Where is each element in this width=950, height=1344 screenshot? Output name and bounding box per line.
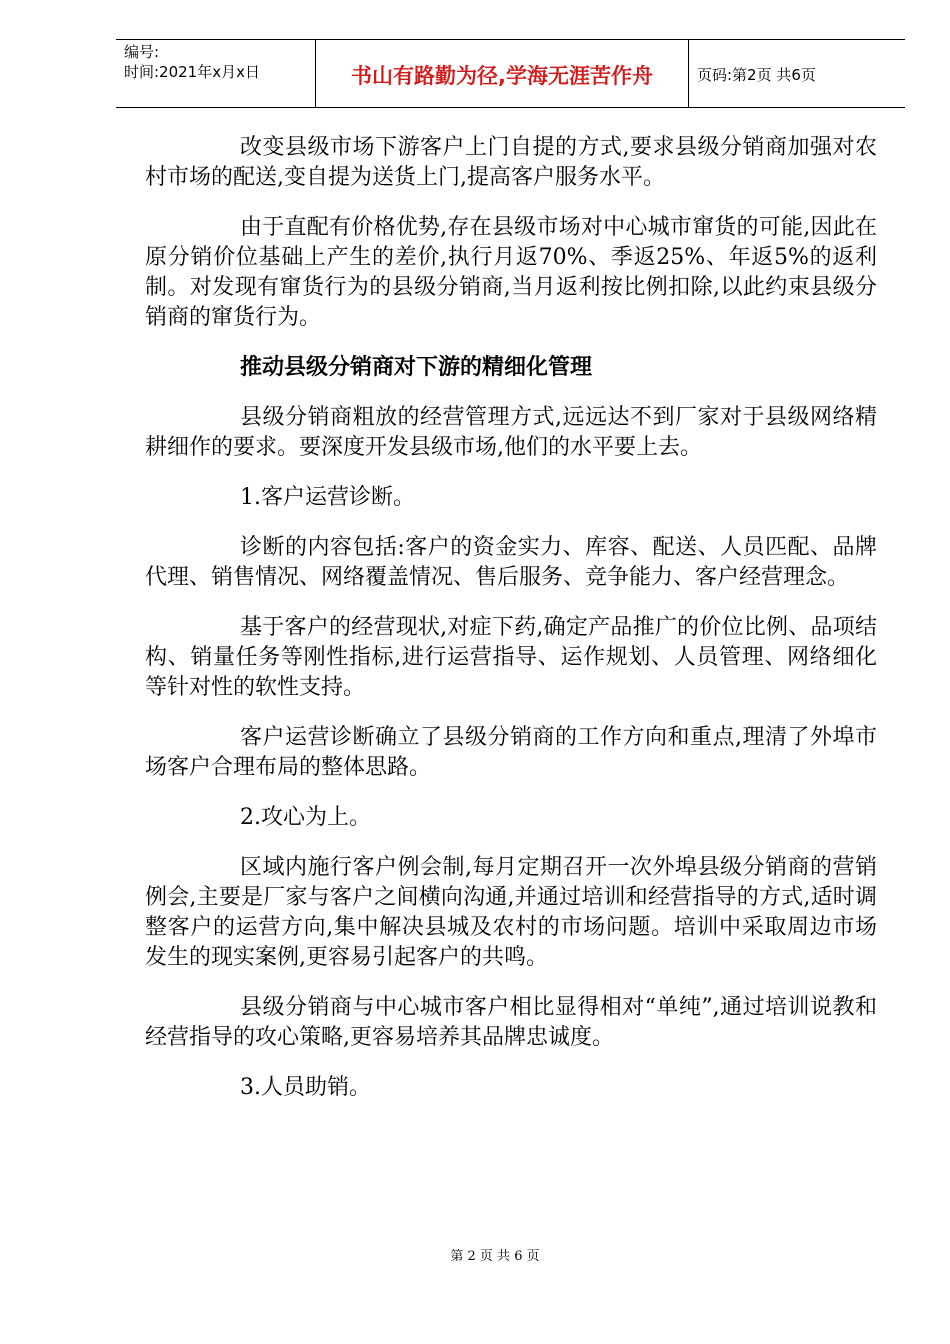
document-body	[145, 133, 877, 1123]
paragraph: 诊断的内容包括:客户的资金实力、库容、配送、人员匹配、品牌代理、销售情况、网络覆盖情况、售后服务、竞争能力、客户经营理念。	[145, 535, 877, 590]
paragraph: 区域内施行客户例会制,每月定期召开一次外埠县级分销商的营销例会,主要是厂家与客户之间横向沟通,并通过培训和经营指导的方式,适时调整客户的运营方向,集中解决县城及农村的市场问题。培训中采取周边市场发生的现实案例,更容易引起客户的共鸣。	[145, 855, 877, 970]
section-heading: 推动县级分销商对下游的精细化管理	[240, 355, 593, 380]
paragraph: 基于客户的经营现状,对症下药,确定产品推广的价位比例、品项结构、销量任务等刚性指标,进行运营指导、运作规划、人员管理、网络细化等针对性的软性支持。	[145, 615, 877, 700]
paragraph: 客户运营诊断确立了县级分销商的工作方向和重点,理清了外埠市场客户合理布局的整体思路。	[145, 725, 877, 780]
list-item-heading: 1.客户运营诊断。	[240, 485, 415, 510]
header-motto: 书山有路勤为径,学海无涯苦作舟	[316, 40, 689, 107]
page-footer: 第 2 页 共 6 页	[450, 1249, 540, 1264]
header-meta	[116, 40, 316, 107]
paragraph: 县级分销商与中心城市客户相比显得相对“单纯”,通过培训说教和经营指导的攻心策略,更容易培养其品牌忠诚度。	[145, 995, 877, 1050]
time-label: 时间:2021年x月x日	[124, 63, 260, 81]
paragraph: 县级分销商粗放的经营管理方式,远远达不到厂家对于县级网络精耕细作的要求。要深度开发县级市场,他们的水平要上去。	[145, 405, 877, 460]
list-item-heading: 2.攻心为上。	[240, 805, 371, 830]
page-header	[116, 39, 905, 108]
number-label: 编号:	[124, 43, 160, 61]
list-item-heading: 3.人员助销。	[240, 1075, 371, 1100]
paragraph: 改变县级市场下游客户上门自提的方式,要求县级分销商加强对农村市场的配送,变自提为送货上门,提高客户服务水平。	[145, 135, 877, 190]
header-page-info: 页码:第2页 共6页	[697, 66, 816, 84]
paragraph: 由于直配有价格优势,存在县级市场对中心城市窜货的可能,因此在原分销价位基础上产生的差价,执行月返70%、季返25%、年返5%的返利制。对发现有窜货行为的县级分销商,当月返利按比例扣除,以此约束县级分销商的窜货行为。	[145, 215, 877, 330]
